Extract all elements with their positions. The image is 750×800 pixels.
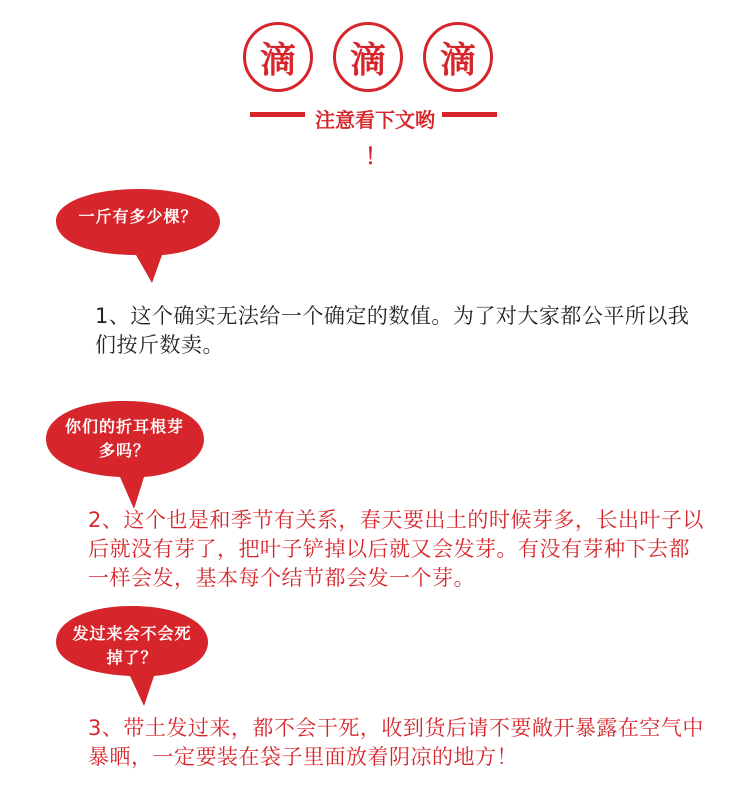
question-bubble-1 [52,183,224,288]
drip-circle-3: 滴 [423,22,493,92]
speech-bubble-shape [52,183,224,288]
question-text-1: 一斤有多少棵？ [78,207,198,226]
header-rule-left [250,112,305,117]
question-text-3: 发过来会不会死掉了？ [72,624,192,667]
header [0,0,750,175]
question-bubble-3 [52,600,212,710]
drip-circle-1: 滴 [243,22,313,92]
question-bubble-2 [42,395,207,515]
answer-text-3: 3、带土发过来，都不会干死，收到货后请不要敞开暴露在空气中暴晒，一定要装在袋子里面放着阴凉的地方！ [88,716,704,769]
drip-circle-2: 滴 [333,22,403,92]
header-rule-right [442,112,497,117]
question-text-2: 你们的折耳根芽多吗？ [64,417,184,460]
answer-text-1: 1、这个确实无法给一个确定的数值。为了对大家都公平所以我们按斤数卖。 [95,304,690,357]
answer-text-2: 2、这个也是和季节有关系，春天要出土的时候芽多，长出叶子以后就没有芽了，把叶子铲掉以后就又会发芽。有没有芽种下去都一样会发，基本每个结节都会发一个芽。 [88,508,704,590]
header-exclamation: ！ [365,145,388,170]
header-subtitle: 注意看下文哟 [315,108,435,132]
